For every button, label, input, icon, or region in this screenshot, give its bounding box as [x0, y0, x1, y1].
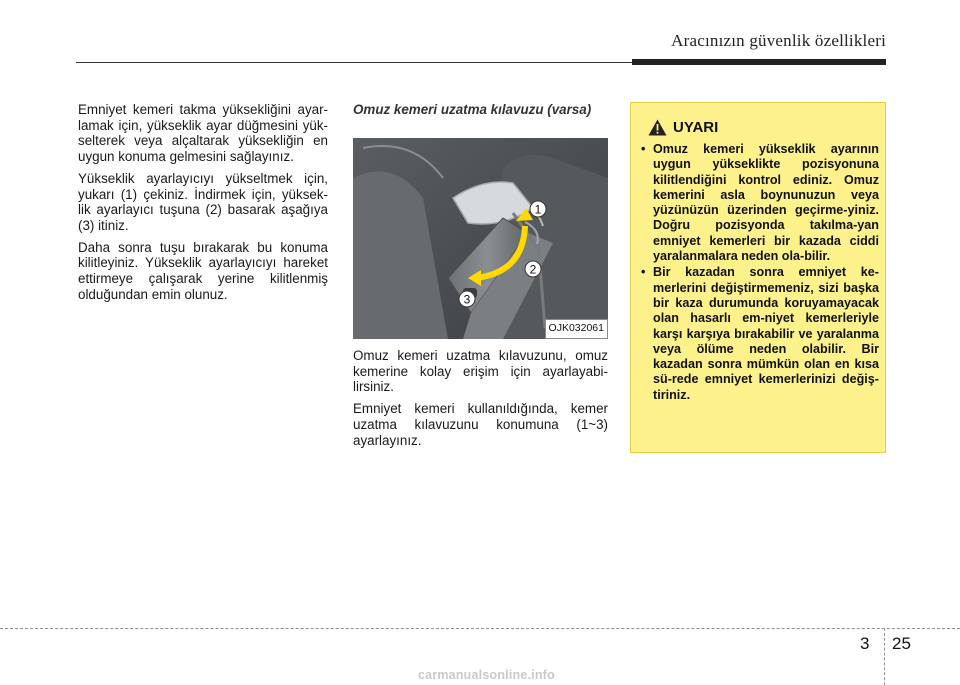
callout-3: 3 — [463, 292, 471, 307]
warning-title: UYARI — [673, 119, 719, 136]
callout-2: 2 — [529, 262, 537, 277]
paragraph: Yükseklik ayarlayıcıyı yükseltmek için, yukarı (1) çekiniz. İndirmek için, yüksek-lik ayarlayıcı tuşuna (2) basarak aşağıya (3) itiniz. — [78, 170, 328, 233]
paragraph: Omuz kemeri uzatma kılavuzunu, omuz kemerine kolay erişim için ayarlayabi-lirsiniz. — [353, 348, 608, 395]
warning-item-text: Omuz kemeri yükseklik ayarının uygun yükseklikte pozisyonuna kilitlendiğini kontrol ediniz. Omuz kemerini asla boynunuzun veya yüzünüzün üzerinden geçirme-yiniz. Doğru pozisyonda takılma-yan emniyet kemerleri bir kazada ciddi yaralanmalara neden ola-bilir. — [653, 142, 879, 264]
chapter-number: 3 — [860, 634, 870, 653]
page-number: 25 — [892, 634, 911, 653]
figure-code: OJK032061 — [545, 319, 608, 339]
bullet: • — [641, 142, 646, 156]
paragraph: Emniyet kemeri takma yüksekliğini ayar-lamak için, yükseklik ayar düğmesini yük-selterek veya alçaltarak yüksekliğin en uygun konuma gelmesini sağlayınız. — [78, 102, 328, 165]
warning-header — [648, 119, 718, 136]
header-rule-accent — [632, 59, 886, 65]
bullet: • — [641, 265, 646, 280]
footer-divider — [884, 628, 885, 685]
paragraph: Emniyet kemeri kullanıldığında, kemer uzatma kılavuzunu konumuna (1~3) ayarlayınız. — [353, 401, 608, 448]
section-subheading: Omuz kemeri uzatma kılavuzu (varsa) — [353, 102, 592, 117]
seatbelt-height-adjuster-figure — [353, 138, 608, 339]
seatbelt-illustration — [353, 138, 608, 339]
warning-item — [639, 265, 879, 403]
warning-item-text: Bir kazadan sonra emniyet ke-merlerini değiştirmemeniz, sizi başka bir kaza durumunda koruyamayacak olan hasarlı em-niyet kemerleriyle karşı karşıya bırakabilir ve yaralanma veya ölüme neden olabilir. Bir kazadan sonra mümkün olan en kısa sü-rede emniyet kemerlerinizi değiş-tiriniz. — [653, 265, 879, 402]
footer-rule — [0, 628, 960, 629]
warning-box — [630, 102, 886, 453]
page-header-title: Aracınızın güvenlik özellikleri — [671, 31, 886, 50]
warning-list — [639, 142, 879, 404]
left-column — [78, 102, 328, 308]
callout-1: 1 — [534, 202, 542, 217]
middle-column — [353, 102, 608, 454]
watermark: carmanualsonline.info — [418, 668, 555, 682]
paragraph: Daha sonra tuşu bırakarak bu konuma kilitleyiniz. Yükseklik ayarlayıcıyı hareket ettirmeye çalışarak yerine kilitlenmiş olduğundan emin olunuz. — [78, 239, 328, 302]
warning-triangle-icon — [648, 119, 667, 136]
warning-item — [639, 142, 879, 264]
